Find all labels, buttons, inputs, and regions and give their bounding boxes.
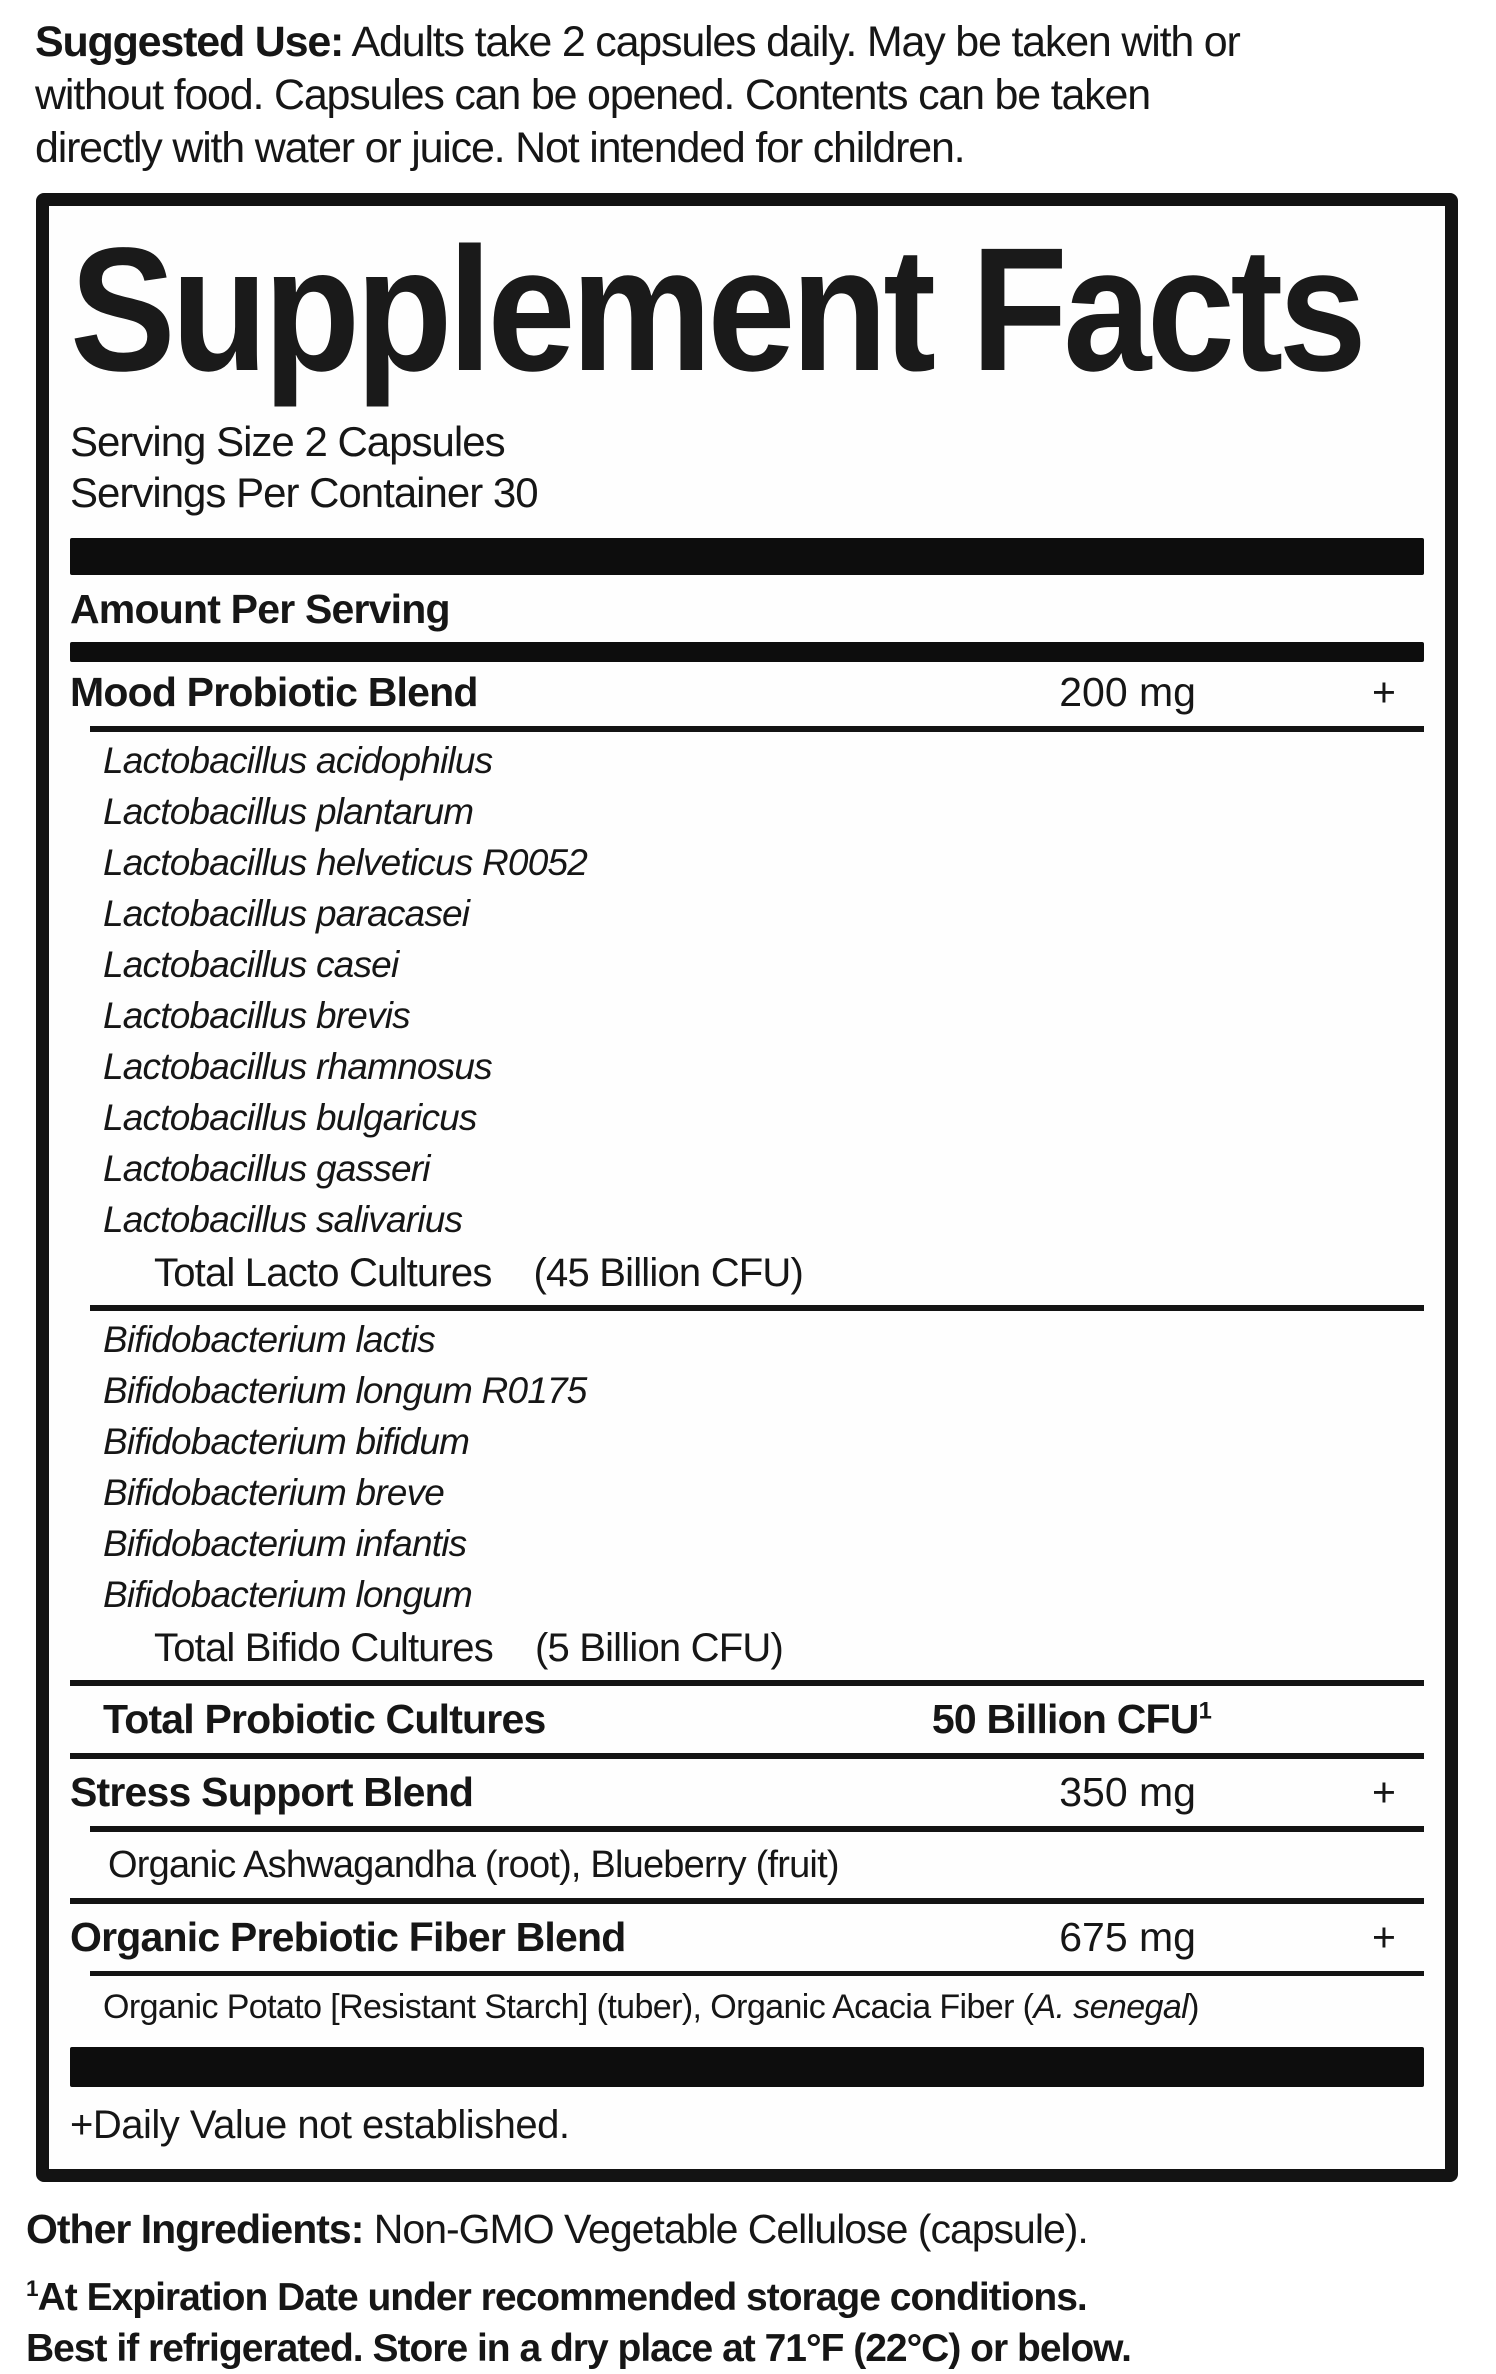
- total-lacto-label: Total Lacto Cultures: [154, 1251, 492, 1295]
- species-item: Lactobacillus plantarum: [103, 791, 474, 832]
- species-item: Lactobacillus brevis: [103, 995, 410, 1036]
- rule-under-stress-blend: [90, 1826, 1424, 1832]
- prebiotic-ingredients-species: A. senegal: [1033, 1988, 1189, 2026]
- suggested-use-line-1-text: Adults take 2 capsules daily. May be taken with or: [351, 18, 1240, 66]
- prebiotic-blend-ingredients: [70, 1979, 1424, 2035]
- species-item: Lactobacillus casei: [103, 944, 399, 985]
- serving-size: Serving Size 2 Capsules: [70, 418, 505, 465]
- lacto-species-list: [70, 735, 1424, 1245]
- total-bifido-cultures-row: [70, 1620, 1424, 1677]
- species-item: Lactobacillus bulgaricus: [103, 1097, 477, 1138]
- species-item: Lactobacillus acidophilus: [103, 740, 493, 781]
- supplement-facts-panel: [36, 193, 1458, 2182]
- prebiotic-blend-dv-symbol: +: [1372, 1914, 1396, 1960]
- prebiotic-blend-amount: 675 mg: [1059, 1914, 1196, 1960]
- species-item: Bifidobacterium infantis: [103, 1523, 467, 1564]
- suggested-use-line-1: [35, 16, 1485, 69]
- mood-blend-name: Mood Probiotic Blend: [70, 669, 478, 715]
- expiration-footnote: [26, 2272, 1496, 2374]
- species-item: Bifidobacterium longum R0175: [103, 1370, 587, 1411]
- species-item: Bifidobacterium bifidum: [103, 1421, 470, 1462]
- rule-under-lacto: [90, 1305, 1424, 1311]
- total-probiotic-amount: [932, 1689, 1211, 1750]
- mood-blend-row: [70, 662, 1424, 723]
- total-probiotic-name: Total Probiotic Cultures: [103, 1696, 546, 1742]
- species-item: Lactobacillus paracasei: [103, 893, 470, 934]
- suggested-use-label: Suggested Use:: [35, 18, 344, 66]
- rule-above-prebiotic-blend: [70, 1898, 1424, 1904]
- amount-per-serving-header: Amount Per Serving: [70, 586, 450, 632]
- footnote-line-1-text: At Expiration Date under recommended storage conditions.: [37, 2276, 1087, 2319]
- footnote-line-2: Best if refrigerated. Store in a dry place at 71°F (22°C) or below.: [26, 2327, 1131, 2370]
- species-item: Bifidobacterium lactis: [103, 1319, 435, 1360]
- species-item: Lactobacillus rhamnosus: [103, 1046, 492, 1087]
- stress-blend-dv-symbol: +: [1372, 1769, 1396, 1815]
- footnote-marker: 1: [26, 2276, 38, 2301]
- suggested-use-paragraph: [35, 16, 1485, 175]
- separator-bar-bottom: [70, 2047, 1424, 2087]
- rule-above-stress-blend: [70, 1753, 1424, 1759]
- prebiotic-blend-name: Organic Prebiotic Fiber Blend: [70, 1914, 626, 1960]
- mood-blend-amount: 200 mg: [1059, 669, 1196, 715]
- suggested-use-line-3: directly with water or juice. Not intended for children.: [35, 124, 965, 172]
- suggested-use-line-2: without food. Capsules can be opened. Contents can be taken: [35, 71, 1150, 119]
- servings-per-container: Servings Per Container 30: [70, 469, 538, 516]
- total-bifido-label: Total Bifido Cultures: [154, 1626, 493, 1670]
- species-item: Bifidobacterium breve: [103, 1472, 445, 1513]
- species-item: Bifidobacterium longum: [103, 1574, 473, 1615]
- footnote-line-1: [26, 2272, 1496, 2323]
- species-item: Lactobacillus helveticus R0052: [103, 842, 588, 883]
- total-probiotic-footnote-marker: 1: [1198, 1697, 1211, 1725]
- rule-above-total-probiotic: [70, 1680, 1424, 1686]
- species-item: Lactobacillus gasseri: [103, 1148, 430, 1189]
- total-bifido-amount: (5 Billion CFU): [534, 1626, 783, 1670]
- stress-blend-amount: 350 mg: [1059, 1769, 1196, 1815]
- prebiotic-ingredients-prefix: Organic Potato [Resistant Starch] (tuber), Organic Acacia Fiber (: [103, 1988, 1034, 2026]
- stress-blend-ingredients: Organic Ashwagandha (root), Blueberry (fruit): [108, 1844, 839, 1886]
- separator-bar-header: [70, 642, 1424, 662]
- other-ingredients: [26, 2204, 1496, 2254]
- prebiotic-blend-row: [70, 1907, 1424, 1968]
- panel-title: Supplement Facts: [70, 212, 1363, 408]
- prebiotic-ingredients-suffix: ): [1188, 1988, 1199, 2026]
- total-probiotic-amount-text: 50 Billion CFU: [931, 1696, 1199, 1742]
- mood-blend-dv-symbol: +: [1372, 669, 1396, 715]
- daily-value-note: +Daily Value not established.: [70, 2103, 570, 2147]
- other-ingredients-label: Other Ingredients:: [26, 2206, 364, 2252]
- total-lacto-amount: (45 Billion CFU): [533, 1251, 804, 1295]
- rule-under-mood-blend: [90, 726, 1424, 732]
- total-lacto-cultures-row: [70, 1245, 1424, 1302]
- other-ingredients-text: Non-GMO Vegetable Cellulose (capsule).: [373, 2206, 1088, 2252]
- rule-under-prebiotic-blend: [90, 1971, 1424, 1976]
- stress-blend-name: Stress Support Blend: [70, 1769, 474, 1815]
- separator-bar-top: [70, 538, 1424, 575]
- stress-blend-row: [70, 1762, 1424, 1823]
- total-probiotic-row: [70, 1689, 1424, 1750]
- bifido-species-list: [70, 1314, 1424, 1620]
- species-item: Lactobacillus salivarius: [103, 1199, 463, 1240]
